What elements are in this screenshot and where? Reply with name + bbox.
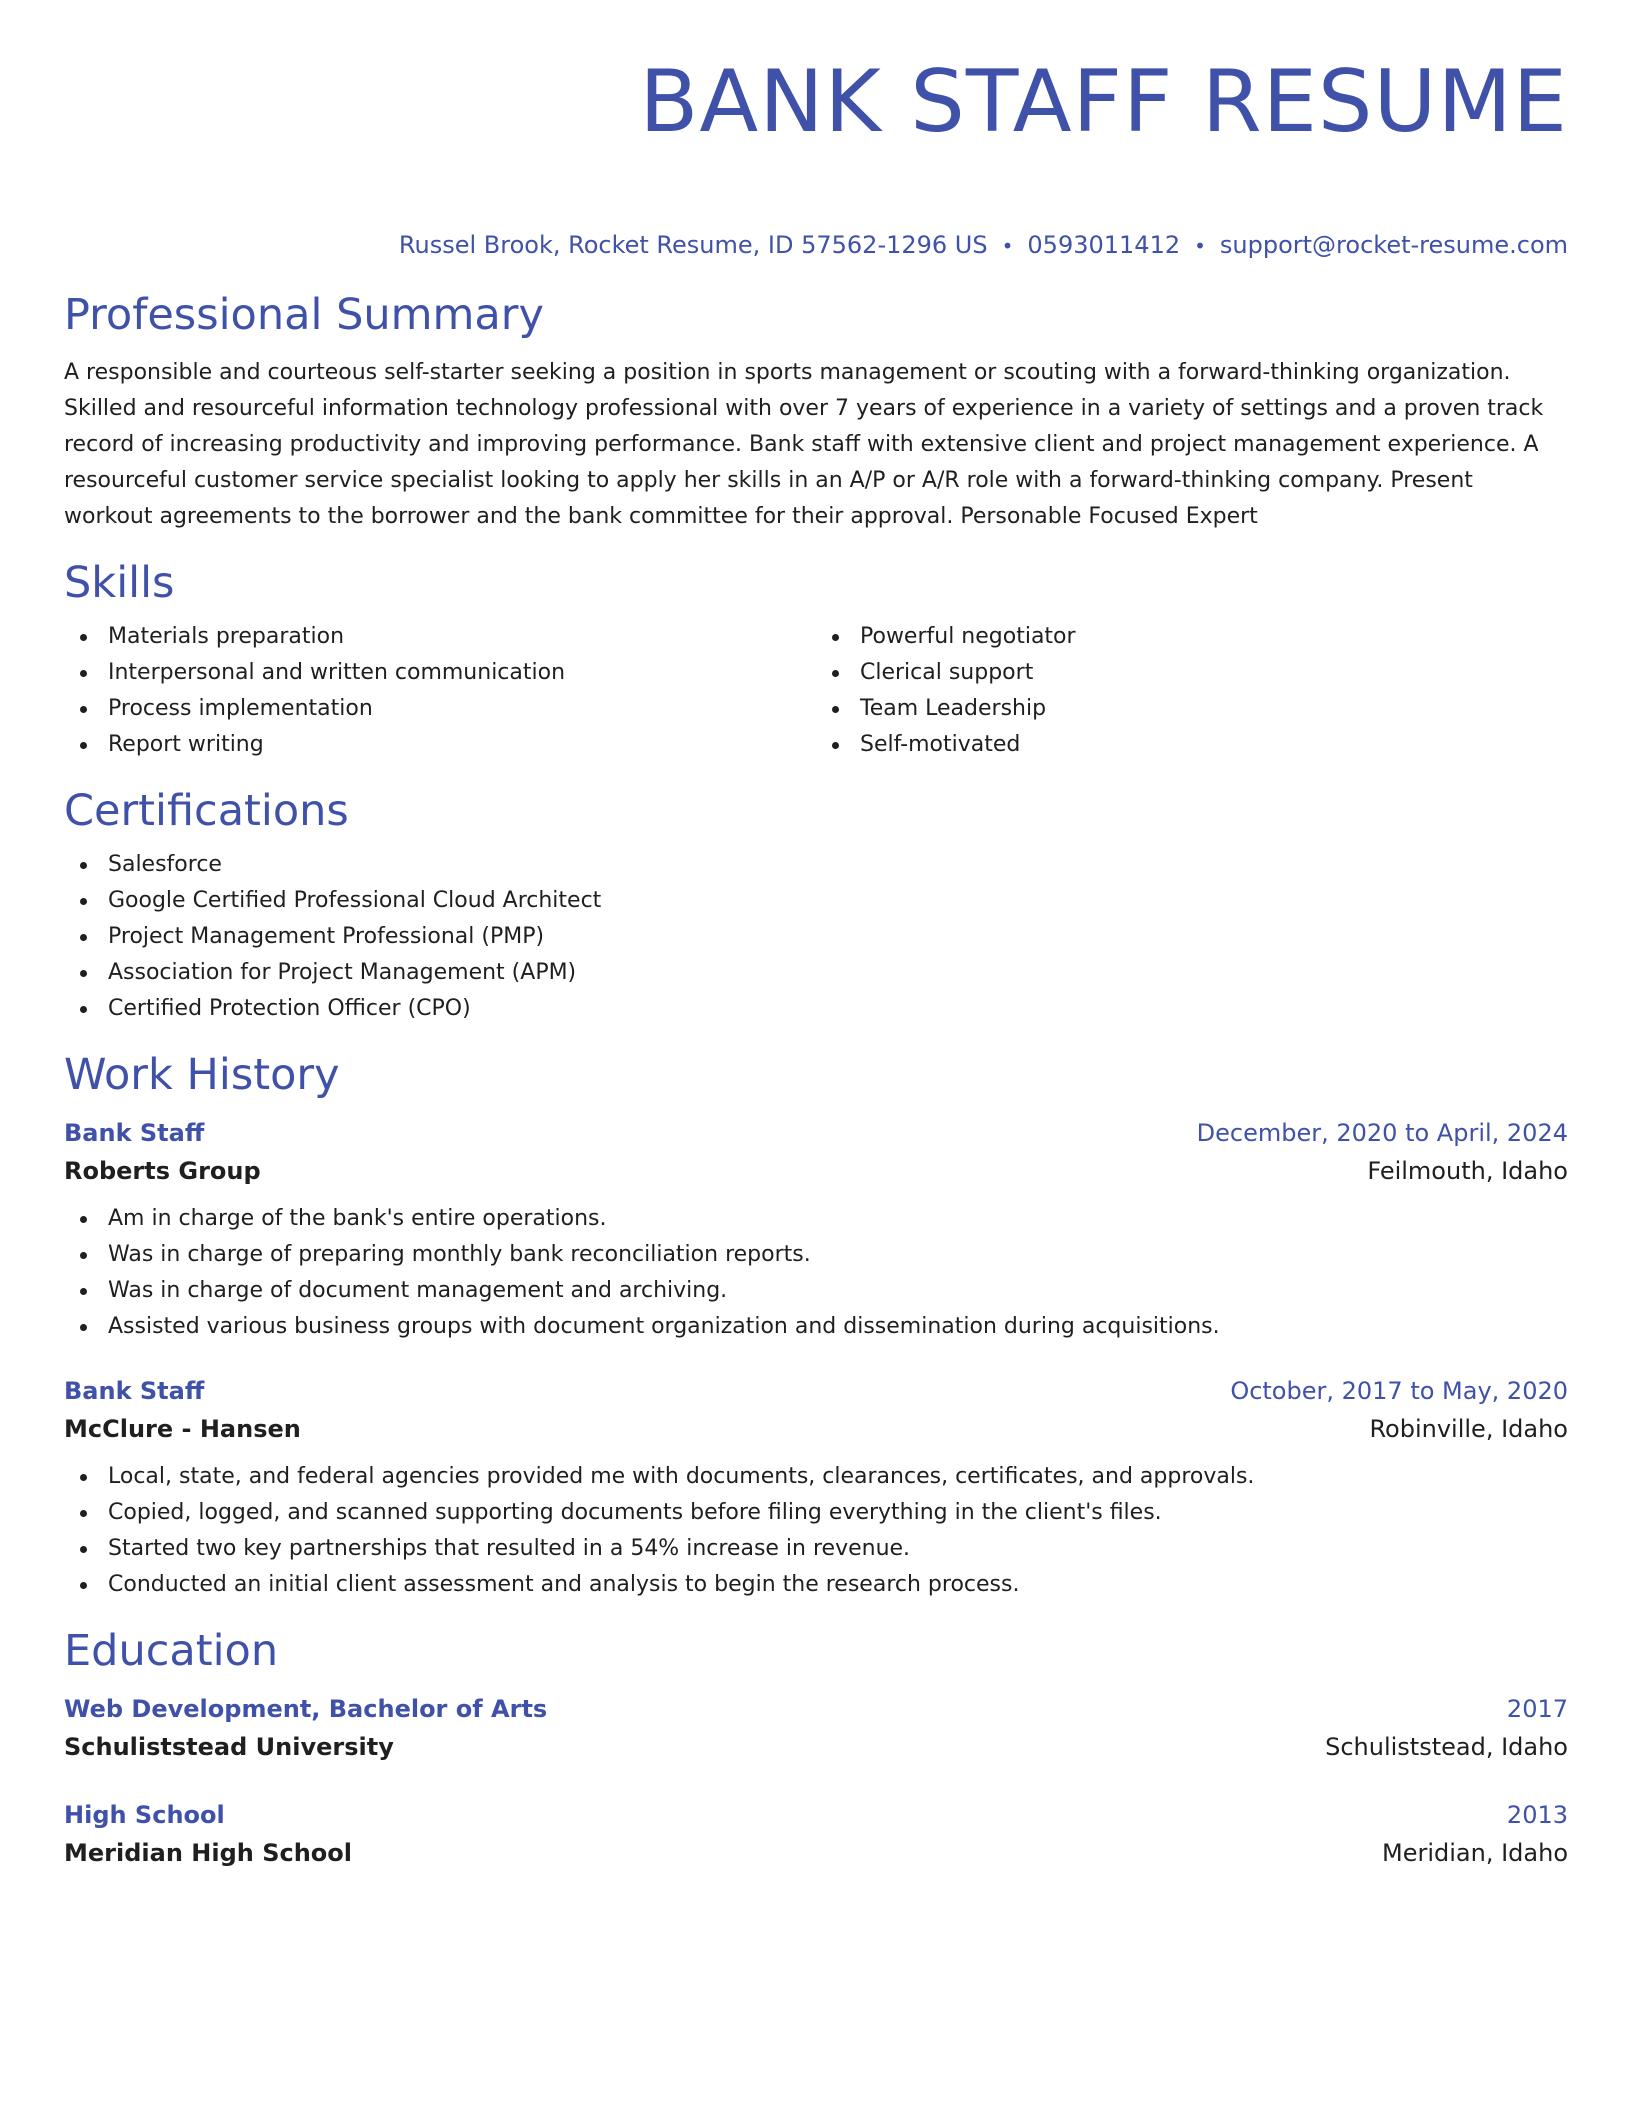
skill-item: Materials preparation [64,619,816,655]
certification-item: Salesforce [64,847,1568,883]
job-location: Robinville, Idaho [1369,1415,1568,1443]
education-school-row [64,1727,1568,1767]
job-bullets [64,1201,1568,1345]
education-entry [64,1691,1568,1767]
job-location: Feilmouth, Idaho [1367,1157,1568,1185]
job-dates: December, 2020 to April, 2024 [1196,1119,1568,1147]
job-bullets [64,1459,1568,1603]
skill-item: Powerful negotiator [816,619,1568,655]
job-title-row [64,1115,1568,1151]
job-bullet: Started two key partnerships that resulted in a 54% increase in revenue. [64,1531,1568,1567]
education-year: 2013 [1506,1801,1568,1829]
certification-item: Project Management Professional (PMP) [64,919,1568,955]
education-school: Meridian High School [64,1839,352,1867]
job-bullet: Conducted an initial client assessment and analysis to begin the research process. [64,1567,1568,1603]
summary-text: A responsible and courteous self-starter seeking a position in sports management or scouting with a forward-thinking organization. Skilled and resourceful information technology professional with over 7 years of experience in a variety of settings and a proven track record of increasing productivity and improving performance. Bank staff with extensive client and project management experience. A resourceful customer service specialist looking to apply her skills in an A/P or A/R role with a forward-thinking company. Present workout agreements to the borrower and the bank committee for their approval. Personable Focused Expert [64,360,1544,529]
job-bullet: Assisted various business groups with document organization and dissemination during acquisitions. [64,1309,1568,1345]
certifications-list [64,847,1568,1027]
job-bullet: Am in charge of the bank's entire operations. [64,1201,1568,1237]
job-bullet: Was in charge of preparing monthly bank reconciliation reports. [64,1237,1568,1273]
education-school-row [64,1833,1568,1873]
education-degree-row [64,1691,1568,1727]
education-degree: Web Development, Bachelor of Arts [64,1695,548,1723]
education-location: Schuliststead, Idaho [1325,1733,1568,1761]
certification-item: Google Certified Professional Cloud Architect [64,883,1568,919]
resume-title: BANK STAFF RESUME [639,52,1568,152]
certification-item: Association for Project Management (APM) [64,955,1568,991]
job-company-row [64,1409,1568,1449]
skills-list-left [64,619,816,763]
education-year: 2017 [1506,1695,1568,1723]
skills-grid [64,619,1568,763]
job-company-row [64,1151,1568,1191]
certifications-section [64,785,1568,1027]
certifications-heading: Certifications [64,786,349,836]
skill-item: Clerical support [816,655,1568,691]
job-title-row [64,1373,1568,1409]
job-company: McClure - Hansen [64,1415,301,1443]
skill-item: Interpersonal and written communication [64,655,816,691]
summary-section [64,289,1568,535]
job-dates: October, 2017 to May, 2020 [1230,1377,1568,1405]
skill-item: Self-motivated [816,727,1568,763]
certification-item: Certified Protection Officer (CPO) [64,991,1568,1027]
job-bullet: Local, state, and federal agencies provided me with documents, clearances, certificates, and approvals. [64,1459,1568,1495]
contact-email: support@rocket-resume.com [1219,231,1568,259]
education-entry [64,1797,1568,1873]
contact-address: Russel Brook, Rocket Resume, ID 57562-1296 US [398,231,988,259]
education-school: Schuliststead University [64,1733,394,1761]
skill-item: Report writing [64,727,816,763]
job-bullet: Copied, logged, and scanned supporting documents before filing everything in the client's files. [64,1495,1568,1531]
education-location: Meridian, Idaho [1382,1839,1568,1867]
job-company: Roberts Group [64,1157,261,1185]
contact-phone: 0593011412 [1027,231,1181,259]
skill-item: Process implementation [64,691,816,727]
work-history-section [64,1049,1568,1603]
education-degree: High School [64,1801,225,1829]
skill-item: Team Leadership [816,691,1568,727]
work-history-heading: Work History [64,1050,340,1100]
education-section [64,1625,1568,1873]
resume-header [64,0,1568,261]
skills-list-right [816,619,1568,763]
job-title: Bank Staff [64,1377,205,1405]
education-heading: Education [64,1626,279,1676]
job-entry [64,1115,1568,1345]
skills-heading: Skills [64,558,175,608]
job-title: Bank Staff [64,1119,205,1147]
job-entry [64,1373,1568,1603]
separator-dot: • [1001,234,1014,258]
contact-line [64,230,1568,261]
summary-heading: Professional Summary [64,290,544,340]
skills-section [64,557,1568,763]
separator-dot: • [1194,234,1206,258]
job-bullet: Was in charge of document management and archiving. [64,1273,1568,1309]
education-degree-row [64,1797,1568,1833]
